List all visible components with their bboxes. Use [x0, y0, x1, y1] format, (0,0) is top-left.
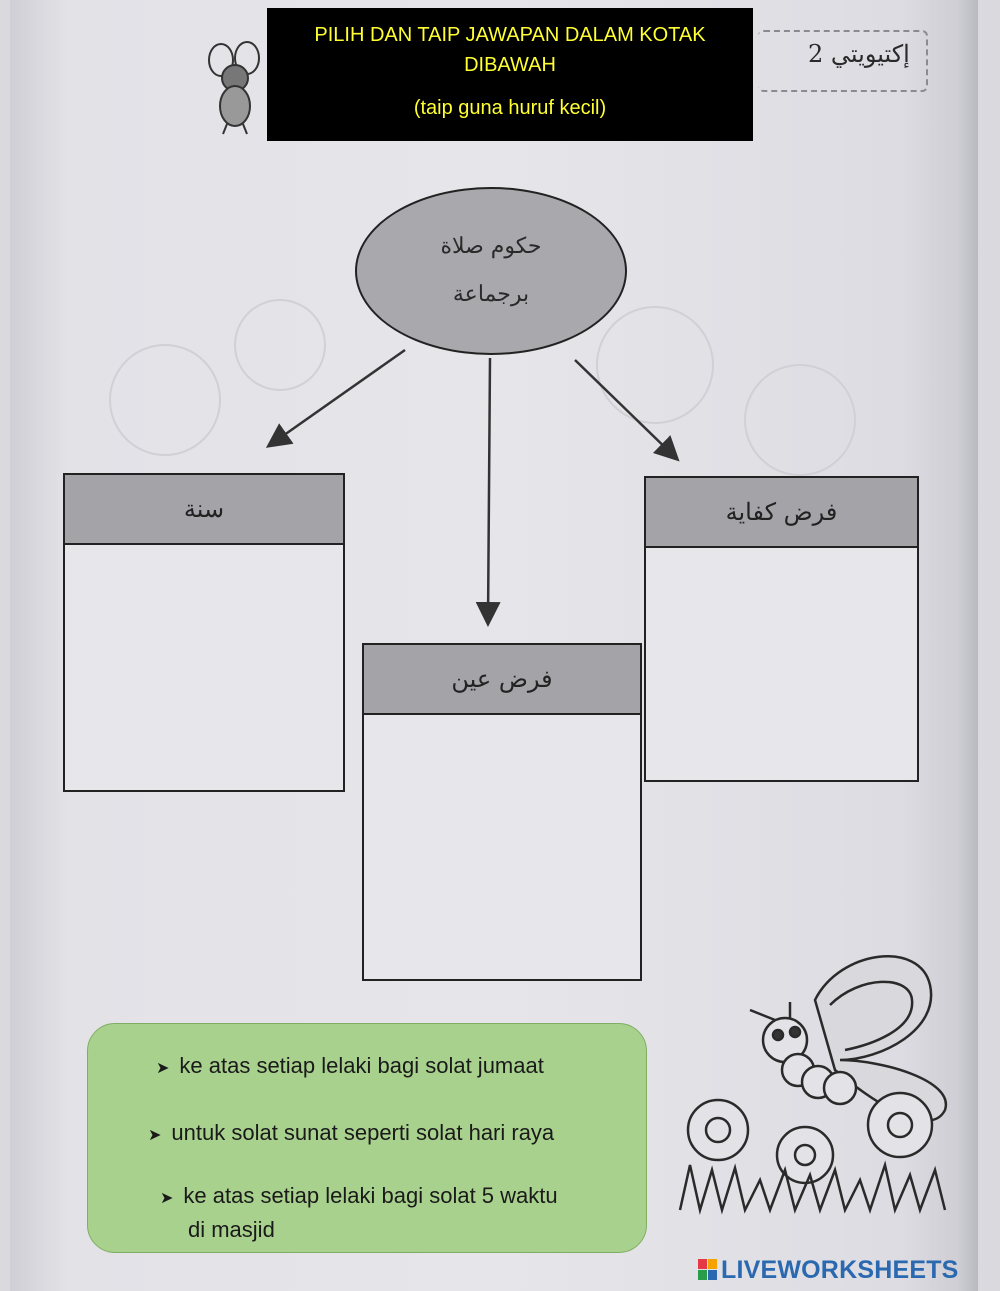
- brand-name: LIVEWORKSHEETS: [721, 1256, 959, 1284]
- instruction-line2: DIBAWAH: [464, 54, 556, 76]
- box-fardu-ain: [362, 643, 642, 981]
- box-fardu-kifayah: [644, 476, 919, 782]
- arrow-left: [270, 350, 405, 445]
- answer-input-sunat[interactable]: [65, 545, 343, 790]
- topic-line2: برجماعة: [452, 282, 530, 307]
- box-fardu-ain-heading: فرض عين: [364, 645, 640, 715]
- box-sunat: [63, 473, 345, 792]
- answer-input-fardu-ain[interactable]: [364, 715, 640, 979]
- answer-input-fardu-kifayah[interactable]: [646, 548, 917, 780]
- instruction-line1: PILIH DAN TAIP JAWAPAN DALAM KOTAK: [314, 24, 706, 46]
- box-fardu-kifayah-heading: فرض كفاية: [646, 478, 917, 548]
- box-sunat-heading: سنة: [65, 475, 343, 545]
- worksheet-title: إكتيويتي 2: [808, 40, 910, 68]
- arrow-middle: [488, 358, 490, 622]
- topic-line1: حكوم صلاة: [440, 234, 542, 259]
- arrow-bullet-icon: ➤: [148, 1127, 162, 1144]
- logo-icon: [698, 1259, 718, 1281]
- option-1[interactable]: ➤ ke atas setiap lelaki bagi solat jumaat: [156, 1053, 544, 1078]
- option-3-continued: di masjid: [188, 1217, 275, 1242]
- arrow-bullet-icon: ➤: [156, 1060, 170, 1077]
- arrow-right: [575, 360, 676, 458]
- instruction-line3: (taip guna huruf kecil): [413, 97, 607, 119]
- liveworksheets-logo[interactable]: [698, 1256, 959, 1285]
- option-2[interactable]: ➤ untuk solat sunat seperti solat hari raya: [148, 1120, 555, 1145]
- arrow-bullet-icon: ➤: [160, 1190, 174, 1207]
- answer-options-panel: [87, 1023, 647, 1253]
- option-3[interactable]: ➤ ke atas setiap lelaki bagi solat 5 waktu: [160, 1183, 558, 1208]
